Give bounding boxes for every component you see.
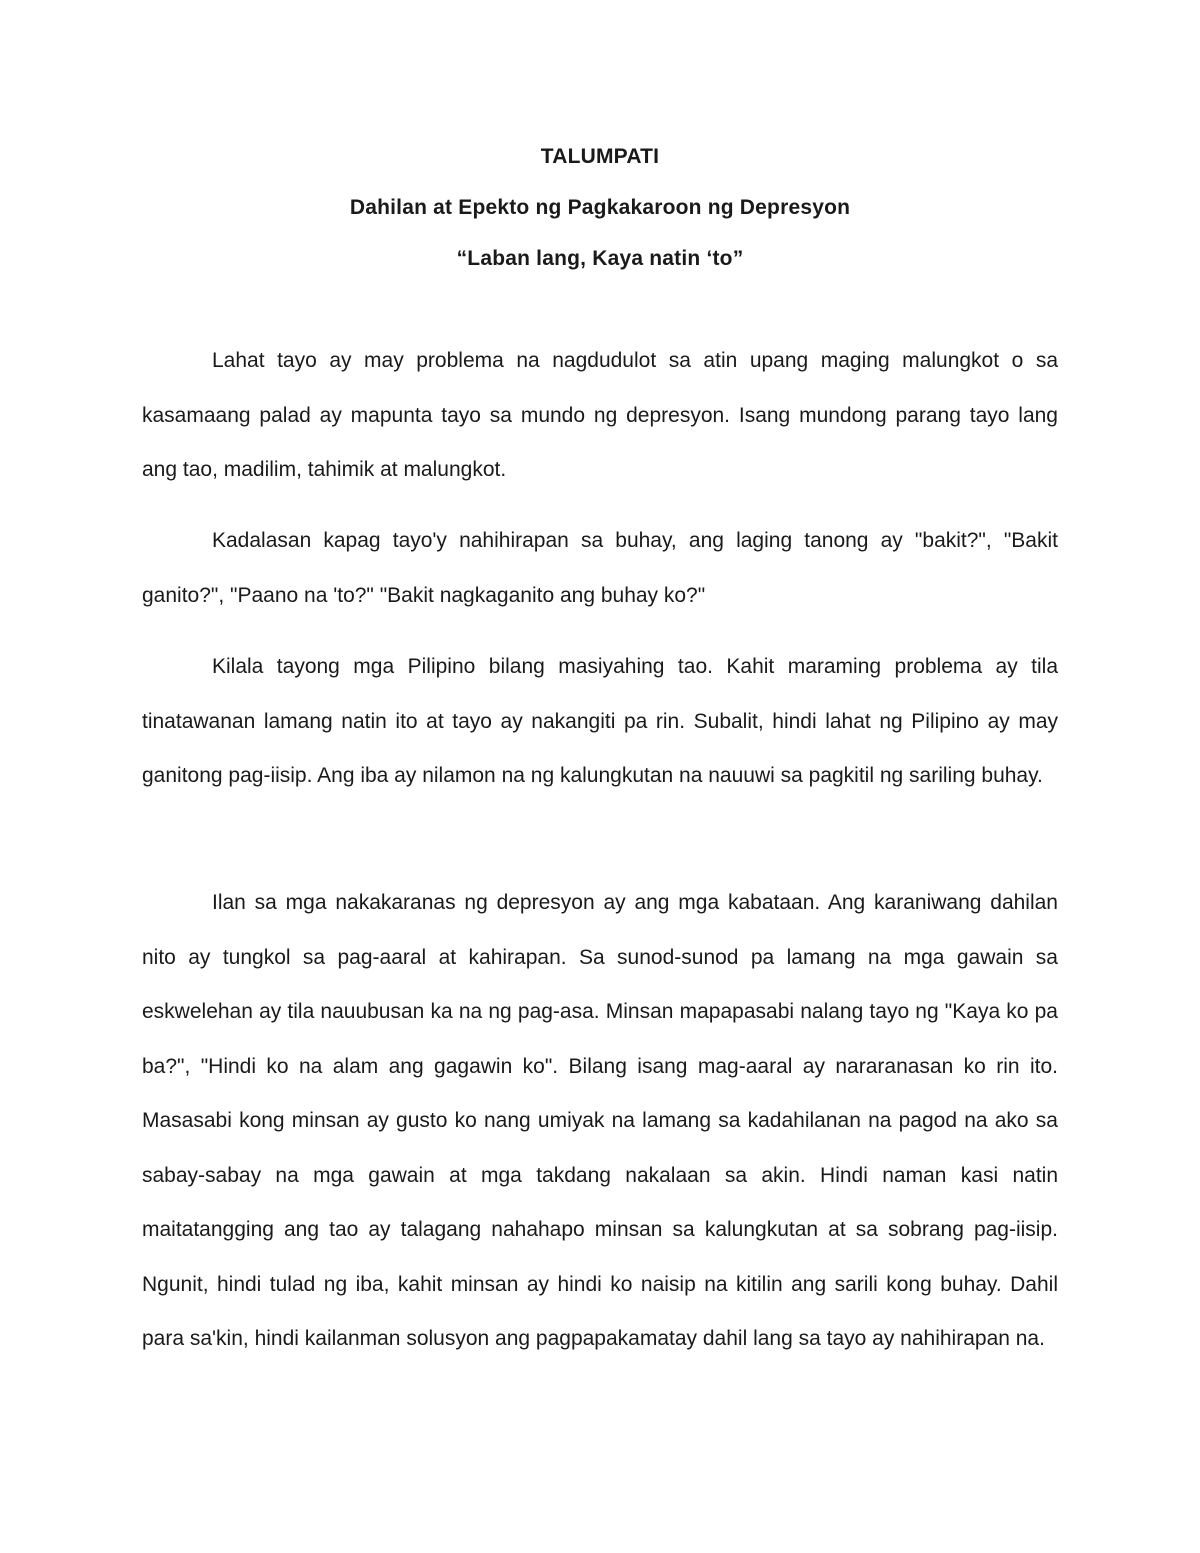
paragraph-1: Lahat tayo ay may problema na nagdudulot sa atin upang maging malungkot o sa kasamaang palad ay mapunta tayo sa mundo ng depresyon. Isang mundong parang tayo lang ang tao, madilim, tahimik at malungkot. <box>142 349 1058 481</box>
document-title: TALUMPATI <box>540 145 660 168</box>
paragraph-3: Kilala tayong mga Pilipino bilang masiyahing tao. Kahit maraming problema ay tila tinatawanan lamang natin ito at tayo ay nakangiti pa rin. Subalit, hindi lahat ng Pilipino ay may ganitong pag-iisip. Ang iba ay nilamon na ng kalungkutan na nauuwi sa pagkitil ng sariling buhay. <box>142 655 1058 787</box>
document-subtitle: Dahilan at Epekto ng Pagkakaroon ng Depresyon <box>349 196 851 219</box>
paragraph-4: Ilan sa mga nakakaranas ng depresyon ay ang mga kabataan. Ang karaniwang dahilan nito ay tungkol sa pag-aaral at kahirapan. Sa sunod-sunod pa lamang na mga gawain sa eskwelehan ay tila nauubusan ka na ng pag-asa. Minsan mapapasabi nalang tayo ng "Kaya ko pa ba?", "Hindi ko na alam ang gagawin ko". Bilang isang mag-aaral ay nararanasan ko rin ito. Masasabi kong minsan ay gusto ko nang umiyak na lamang sa kadahilanan na pagod na ako sa sabay-sabay na mga gawain at mga takdang nakalaan sa akin. Hindi naman kasi natin maitatangging ang tao ay talagang nahahapo minsan sa kalungkutan at sa sobrang pag-iisip. Ngunit, hindi tulad ng iba, kahit minsan ay hindi ko naisip na kitilin ang sarili kong buhay. Dahil para sa'kin, hindi kailanman solusyon ang pagpapakamatay dahil lang sa tayo ay nahihirapan na. <box>142 891 1058 1350</box>
paragraph-2: Kadalasan kapag tayo'y nahihirapan sa buhay, ang laging tanong ay "bakit?", "Bakit ganito?", "Paano na 'to?" "Bakit nagkaganito ang buhay ko?" <box>142 529 1058 607</box>
document-quote-heading: “Laban lang, Kaya natin ‘to” <box>456 247 744 270</box>
